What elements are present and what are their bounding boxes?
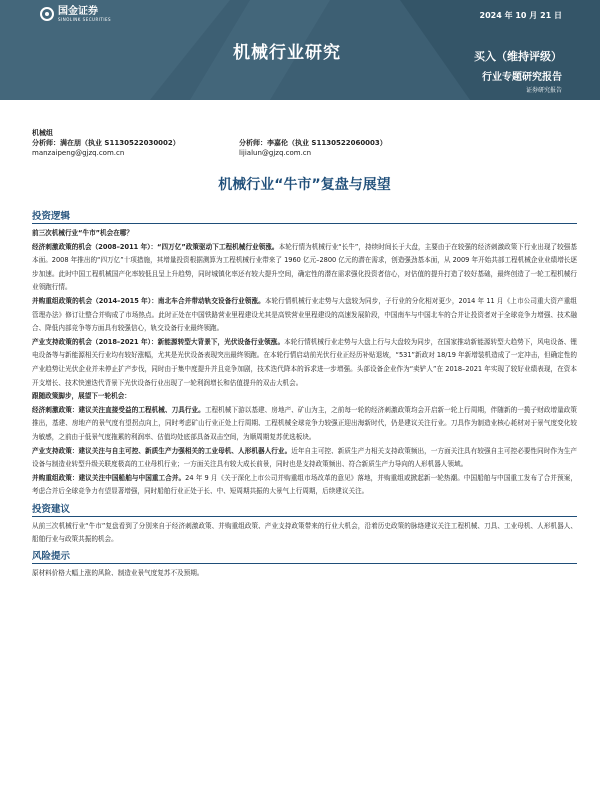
rating-badge: 买入（维持评级） (474, 50, 562, 63)
paragraph-lead: 产业支持政策：建议关注与自主可控、新质生产力强相关的工业母机、人形机器人行业。 (32, 446, 292, 455)
email-row (32, 148, 577, 158)
report-category: 证券研究报告 (525, 87, 562, 94)
section-heading-advice: 投资建议 (32, 501, 577, 517)
analyst-1: 分析师：满在朋（执业 S1130522030002） (32, 139, 180, 147)
section-heading-logic: 投资逻辑 (32, 208, 577, 224)
header-banner (0, 0, 600, 100)
paragraph-outlook-stimulus (32, 404, 577, 445)
paragraph-risk: 原材料价格大幅上涨的风险、制造业景气度复苏不及预期。 (32, 569, 204, 578)
logo (40, 6, 111, 22)
analyst-2-email[interactable]: lijialun@gjzq.com.cn (239, 149, 312, 157)
question-1: 前三次机械行业“牛市”机会在哪？ (32, 229, 133, 237)
research-group: 机械组 (32, 129, 53, 137)
paragraph-outlook-merger (32, 472, 577, 499)
page-title: 机械行业研究 (233, 43, 341, 63)
paragraph-lead: 经济刺激政策：建议关注直接受益的工程机械、刀具行业。 (32, 405, 205, 414)
report-date: 2024 年 10 月 21 日 (479, 11, 562, 20)
question-2: 跟随政策脚步，展望下一轮机会： (32, 392, 131, 401)
paragraph-text: 近年自主可控、新质生产力相关支持政策频出，一方面关注具有较强自主可控必要性同时作为生产设备与制造业转型升级关联度极高的工业母机行业；一方面关注具有较大成长前景，同时也是支持政策频出、符合新质生产力导向的人形机器人领域。 (32, 446, 577, 469)
paragraph-outlook-industry (32, 445, 577, 472)
paragraph-text: 本轮行情机械行业走势与大盘较为同步，子行业的分化相对更少，2014 年 11 月《上市公司重大资产重组管理办法》修订让整合并购成了市场热点。此时正处在中国铁路营业里程建设尤其是高铁营业里程建设的高速发展阶段，中国南车与中国北车的合并让投资者对于全球竞争力增强、技术融合、降低内部竞争等方面具有较强信心，轨交设备行业最终领跑。 (32, 296, 577, 333)
report-type: 行业专题研究报告 (482, 72, 562, 83)
logo-icon (40, 7, 54, 21)
section-heading-risk: 风险提示 (32, 548, 577, 564)
paragraph-text: 本轮行情为机械行业“长牛”，持续时间长于大盘，主要由于在较强的经济刺激政策下行业出现了较强基本面。2008 年推出的“四万亿”十项措施，其增量投资根据测算为工程机械行业带来了 1960 亿元–2800 亿元的潜在需求，创造强劲基本面，从 2009 年开始共部工程机械企业业绩增长逐步加速。此时中国工程机械国产化率较低且呈上升趋势，同时城镇化率还有较大提升空间，确定性的潜在需求强化投资者信心，对估值的提升打造了较好基础，最终创造了一轮工程机械行业领跑行情。 (32, 242, 577, 292)
paragraph-merger-2014 (32, 295, 577, 336)
paragraph-text: 24 年 9 月《关于深化上市公司并购重组市场改革的意见》落地，并购重组或掀起新一轮热潮。中国船舶与中国重工发布了合并预案，考虑合并后全球竞争力有望显著增强，同时船舶行业正处于长、中、短周期共振的大景气上行周期，后续建议关注。 (32, 473, 577, 496)
paragraph-lead: 经济刺激政策的机会（2008–2011 年）：“四万亿”政策驱动下工程机械行业领涨。 (32, 242, 279, 251)
document-body (32, 128, 577, 581)
paragraph-advice: 从前三次机械行业“牛市”复盘看到了分别来自于经济刺激政策、并购重组政策、产业支持政策带来的行业大机会，沿着历史政策的脉络建议关注工程机械、刀具、工业母机、人形机器人、船舶行业与政策共振的机会。 (32, 521, 577, 544)
paragraph-stimulus-2008 (32, 241, 577, 295)
paragraph-text: 工程机械下游以基建、房地产、矿山为主，之前每一轮的经济刺激政策均会开启新一轮上行周期，伴随新的一揽子财政增量政策推出，基建、房地产的景气度有望拐点向上，同时考虑矿山行业正处上行周期、工程机械全球竞争力较强正迎出海新时代，仍是建议关注行业。刀具作为制造业核心耗材对于景气度变化较为敏感，之前由于低景气度拖累的利润率、估值均处底部具备双击空间，为顺周期复苏优选板块。 (32, 405, 578, 441)
paragraph-lead: 并购重组政策：建议关注中国船舶与中国重工合并。 (32, 473, 186, 482)
logo-text: 国金证券 (58, 6, 98, 17)
document-title: 机械行业“牛市”复盘与展望 (218, 177, 391, 193)
analyst-row (32, 138, 577, 148)
analyst-2: 分析师：李嘉伦（执业 S1130522060003） (239, 139, 387, 147)
paragraph-lead: 并购重组政策的机会（2014–2015 年）：南北车合并带动轨交设备行业领涨。 (32, 296, 265, 305)
paragraph-text: 本轮行情机械行业走势与大盘上行与大盘较为同步，在国家推动新能源转型大趋势下，风电设备、锂电设备等与新能源相关行业均有较好涨幅，尤其是光伏设备表现突出最终领跑。在本轮行情启动前光伏行业正经历补贴退坡，“531”新政对 18/19 年新增装机造成了一定冲击，但确定性的产业趋势让光伏企业并未停止扩产步伐，同时由于集中度提升并且竞争加剧，技术迭代降本的诉求进一步增强。头部设备企业作为“卖铲人”在 2018–2021 年实现了较好业绩表现，在资本开支增长、技术快速迭代背景下光伏设备行业出现了一轮利润增长和估值提升的双击大机会。 (32, 337, 578, 387)
analyst-1-email[interactable]: manzaipeng@gjzq.com.cn (32, 149, 125, 157)
logo-subtext: SINOLINK SECURITIES (58, 17, 112, 22)
paragraph-lead: 产业支持政策的机会（2018–2021 年）：新能源转型大背景下，光伏设备行业领涨。 (32, 337, 285, 346)
paragraph-industry-2018 (32, 336, 577, 390)
